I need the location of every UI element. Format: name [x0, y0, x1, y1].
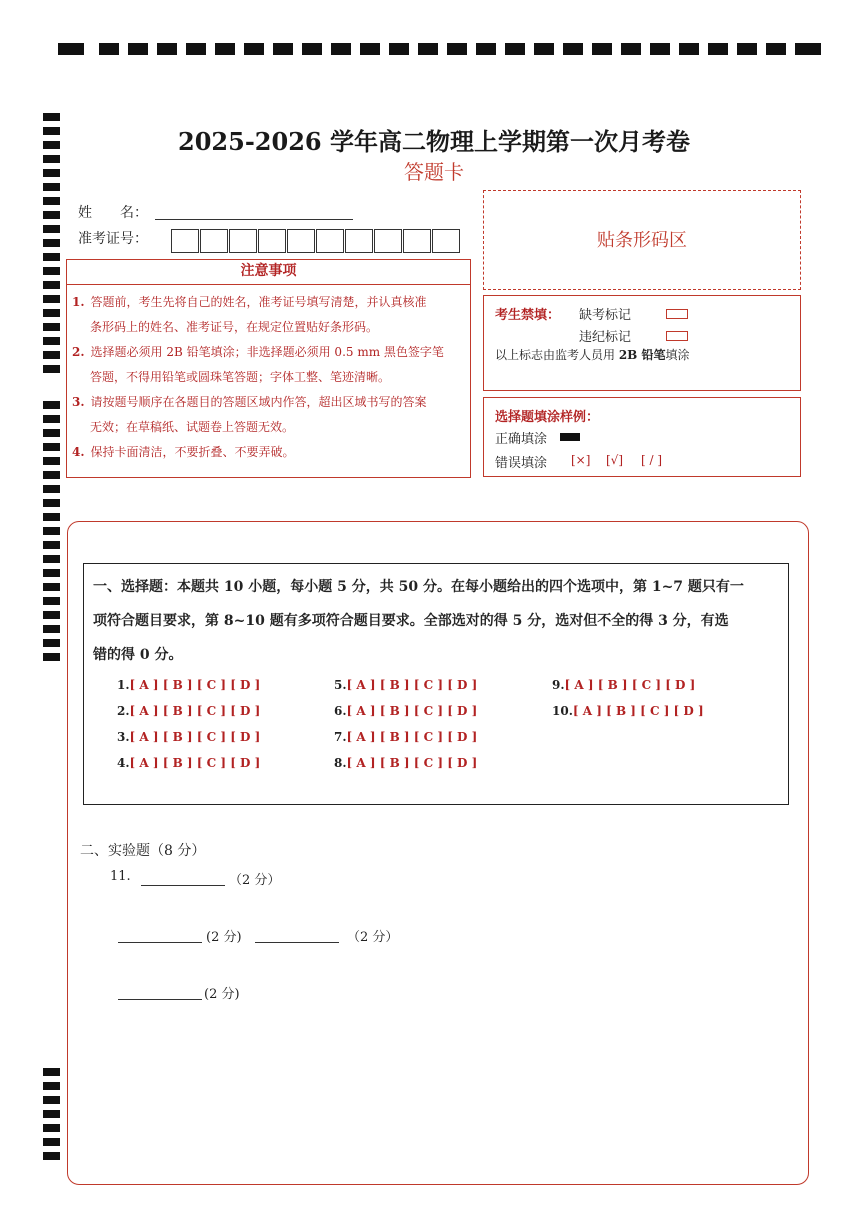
page-title: 2025-2026 学年高二物理上学期第一次月考卷: [178, 127, 690, 156]
choice-question-1[interactable]: [117, 678, 260, 692]
q11-score-2: (2 分): [206, 930, 242, 945]
id-digit-box[interactable]: [316, 229, 344, 253]
question-number: 1.: [117, 678, 130, 692]
question-number: 2.: [117, 704, 130, 718]
choice-question-6[interactable]: [334, 704, 477, 718]
choice-options[interactable]: [ A ] [ B ] [ C ] [ D ]: [129, 678, 261, 692]
timing-mark: [43, 113, 60, 121]
q11-number: 11.: [110, 869, 131, 884]
timing-mark: [43, 513, 60, 521]
choice-question-5[interactable]: [334, 678, 477, 692]
choice-question-8[interactable]: [334, 756, 477, 770]
timing-mark: [679, 43, 699, 55]
choice-question-9[interactable]: [552, 678, 695, 692]
timing-mark: [43, 281, 60, 289]
section1-instructions-line1: 一、选择题：本题共 10 小题，每小题 5 分，共 50 分。在每小题给出的四个选项中，第 1~7 题只有一: [93, 579, 744, 595]
q11-blank-1[interactable]: [141, 884, 225, 886]
timing-mark: [592, 43, 612, 55]
timing-mark: [43, 625, 60, 633]
question-number: 5.: [334, 678, 347, 692]
timing-mark: [331, 43, 351, 55]
timing-mark: [621, 43, 641, 55]
timing-mark: [43, 225, 60, 233]
timing-mark: [43, 1124, 60, 1132]
forbidden-label: 考生禁填：: [495, 308, 561, 323]
timing-mark: [43, 415, 60, 423]
question-number: 4.: [117, 756, 130, 770]
forbidden-note: 以上标志由监考人员用 2B 铅笔填涂: [495, 348, 690, 362]
timing-mark: [43, 1096, 60, 1104]
q11-blank-4[interactable]: [118, 998, 202, 1000]
choice-options[interactable]: [ A ] [ B ] [ C ] [ D ]: [346, 730, 478, 744]
timing-mark: [43, 569, 60, 577]
timing-mark: [766, 43, 786, 55]
timing-mark: [43, 401, 60, 409]
notice-number: 2.: [72, 345, 85, 359]
timing-mark: [43, 197, 60, 205]
timing-mark: [43, 1082, 60, 1090]
correct-fill-sample: [560, 433, 580, 441]
timing-mark: [43, 309, 60, 317]
notice-number: 3.: [72, 395, 85, 409]
timing-mark: [737, 43, 757, 55]
id-digit-box[interactable]: [258, 229, 286, 253]
timing-mark: [157, 43, 177, 55]
timing-mark: [43, 499, 60, 507]
timing-mark: [43, 1068, 60, 1076]
wrong-mark-check: [√]: [606, 453, 624, 467]
q11-blank-2[interactable]: [118, 941, 202, 943]
timing-mark: [43, 471, 60, 479]
wrong-mark-x: [×]: [571, 453, 591, 467]
q11-score-1: （2 分）: [229, 873, 281, 888]
timing-mark: [43, 555, 60, 563]
timing-mark: [43, 365, 60, 373]
timing-mark: [563, 43, 583, 55]
choice-options[interactable]: [ A ] [ B ] [ C ] [ D ]: [129, 730, 261, 744]
timing-mark: [244, 43, 264, 55]
timing-mark: [43, 429, 60, 437]
choice-options[interactable]: [ A ] [ B ] [ C ] [ D ]: [346, 756, 478, 770]
timing-mark: [43, 351, 60, 359]
id-digit-box[interactable]: [287, 229, 315, 253]
choice-options[interactable]: [ A ] [ B ] [ C ] [ D ]: [564, 678, 696, 692]
timing-mark: [43, 323, 60, 331]
timing-mark: [273, 43, 293, 55]
timing-mark: [43, 443, 60, 451]
notice-title: 注意事项: [66, 259, 471, 285]
notice-item: [72, 290, 468, 340]
timing-mark: [43, 295, 60, 303]
notice-item: [72, 440, 468, 465]
timing-mark: [215, 43, 235, 55]
id-digit-box[interactable]: [200, 229, 228, 253]
violation-label: 违纪标记: [579, 330, 632, 345]
question-number: 6.: [334, 704, 347, 718]
barcode-label: 贴条形码区: [597, 230, 687, 251]
choice-question-10[interactable]: [552, 704, 704, 718]
timing-mark: [418, 43, 438, 55]
q11-score-4: (2 分): [204, 987, 240, 1002]
timing-mark: [43, 485, 60, 493]
timing-mark: [43, 527, 60, 535]
choice-question-3[interactable]: [117, 730, 260, 744]
timing-mark: [43, 267, 60, 275]
question-number: 7.: [334, 730, 347, 744]
notice-line: 答题，不得用铅笔或圆珠笔答题；字体工整、笔迹清晰。: [90, 370, 391, 384]
timing-mark: [476, 43, 496, 55]
section2-title: 二、实验题（8 分）: [80, 843, 206, 859]
timing-mark: [360, 43, 380, 55]
notice-line: 1. 答题前，考生先将自己的姓名，准考证号填写清楚，并认真核准: [72, 295, 427, 309]
choice-options[interactable]: [ A ] [ B ] [ C ] [ D ]: [346, 678, 478, 692]
question-number: 10.: [552, 704, 573, 718]
timing-mark: [650, 43, 670, 55]
question-number: 8.: [334, 756, 347, 770]
notice-item: [72, 390, 468, 440]
id-digit-box[interactable]: [403, 229, 431, 253]
timing-mark: [43, 337, 60, 345]
notice-line: 条形码上的姓名、准考证号，在规定位置贴好条形码。: [90, 320, 379, 334]
choice-question-7[interactable]: [334, 730, 477, 744]
timing-mark: [447, 43, 467, 55]
notice-line: 无效；在草稿纸、试题卷上答题无效。: [90, 420, 295, 434]
timing-mark: [505, 43, 525, 55]
section1-instructions-line2: 项符合题目要求，第 8~10 题有多项符合题目要求。全部选对的得 5 分，选对但不全的得 3 分，有选: [93, 613, 729, 629]
question-number: 9.: [552, 678, 565, 692]
timing-mark: [43, 211, 60, 219]
choice-options[interactable]: [ A ] [ B ] [ C ] [ D ]: [129, 704, 261, 718]
timing-mark: [186, 43, 206, 55]
timing-mark: [43, 653, 60, 661]
choice-options[interactable]: [ A ] [ B ] [ C ] [ D ]: [572, 704, 704, 718]
id-label: 准考证号：: [78, 231, 148, 247]
timing-mark: [43, 541, 60, 549]
id-digit-box[interactable]: [345, 229, 373, 253]
id-digit-box[interactable]: [171, 229, 199, 253]
absent-checkbox[interactable]: [666, 309, 688, 319]
timing-mark: [43, 1138, 60, 1146]
sample-title: 选择题填涂样例：: [495, 410, 600, 425]
timing-mark: [43, 239, 60, 247]
q11-blank-3[interactable]: [255, 941, 339, 943]
timing-mark: [99, 43, 119, 55]
name-label: 姓 名：: [78, 205, 148, 221]
name-field[interactable]: [155, 218, 353, 220]
notice-line: 2. 选择题必须用 2B 铅笔填涂；非选择题必须用 0.5 mm 黑色签字笔: [72, 345, 444, 359]
timing-mark: [43, 253, 60, 261]
choice-options[interactable]: [ A ] [ B ] [ C ] [ D ]: [129, 756, 261, 770]
wrong-fill-label: 错误填涂: [495, 456, 548, 471]
timing-mark: [795, 43, 821, 55]
choice-question-2[interactable]: [117, 704, 260, 718]
timing-mark: [43, 457, 60, 465]
timing-mark: [708, 43, 728, 55]
timing-mark: [43, 639, 60, 647]
id-digit-box[interactable]: [432, 229, 460, 253]
question-number: 3.: [117, 730, 130, 744]
notice-number: 1.: [72, 295, 85, 309]
timing-mark: [58, 43, 84, 55]
page-subtitle: 答题卡: [404, 160, 464, 184]
choice-options[interactable]: [ A ] [ B ] [ C ] [ D ]: [346, 704, 478, 718]
timing-mark: [534, 43, 554, 55]
timing-mark: [43, 583, 60, 591]
timing-mark: [43, 1152, 60, 1160]
choice-question-4[interactable]: [117, 756, 260, 770]
wrong-mark-slash: [ / ]: [641, 453, 663, 467]
timing-mark: [128, 43, 148, 55]
notice-item: [72, 340, 468, 390]
notice-line: 3. 请按题号顺序在各题目的答题区域内作答，超出区域书写的答案: [72, 395, 427, 409]
id-digit-box[interactable]: [229, 229, 257, 253]
violation-checkbox[interactable]: [666, 331, 688, 341]
section1-instructions-line3: 错的得 0 分。: [93, 647, 183, 663]
timing-mark: [43, 611, 60, 619]
timing-mark: [43, 597, 60, 605]
notice-number: 4.: [72, 445, 85, 459]
timing-mark: [43, 1110, 60, 1118]
timing-mark: [302, 43, 322, 55]
id-digit-box[interactable]: [374, 229, 402, 253]
correct-fill-label: 正确填涂: [495, 432, 548, 447]
notice-line: 4. 保持卡面清洁，不要折叠、不要弄破。: [72, 445, 295, 459]
absent-label: 缺考标记: [579, 308, 632, 323]
q11-score-3: （2 分）: [347, 930, 399, 945]
timing-mark: [389, 43, 409, 55]
